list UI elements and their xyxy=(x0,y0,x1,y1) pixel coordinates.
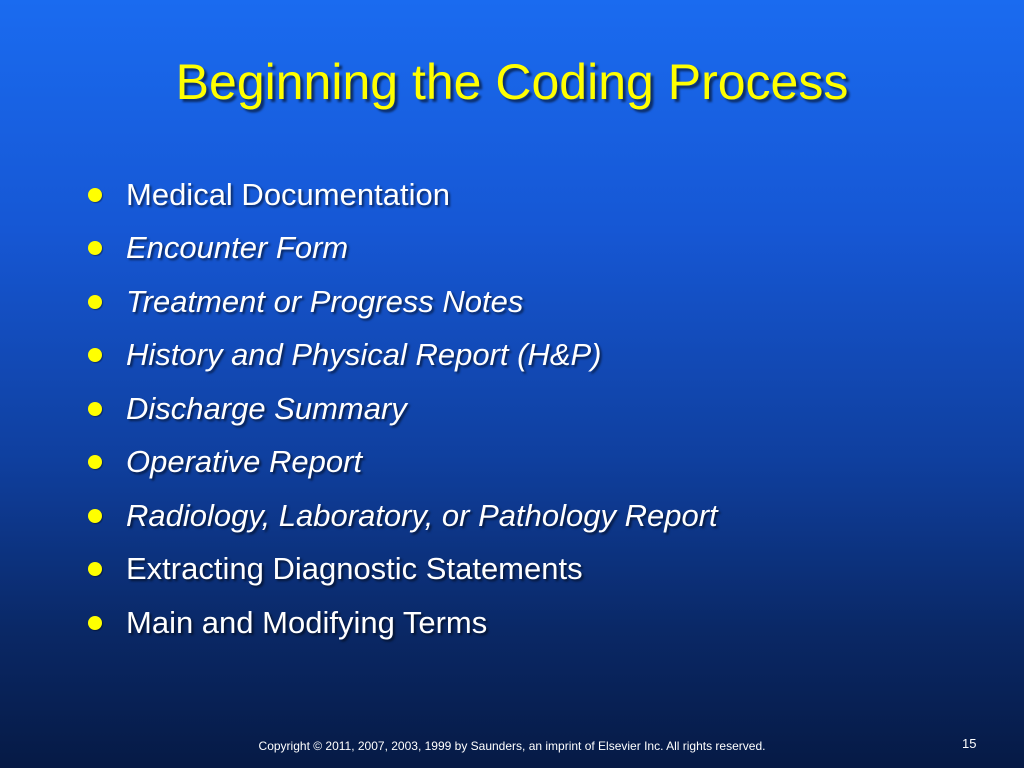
bullet-item xyxy=(88,436,988,490)
bullet-dot-icon xyxy=(88,509,102,523)
bullet-text: Treatment or Progress Notes xyxy=(126,283,524,319)
bullet-text: Medical Documentation xyxy=(126,176,450,212)
bullet-item xyxy=(88,329,988,383)
bullet-item xyxy=(88,222,988,276)
bullet-dot-icon xyxy=(88,616,102,630)
bullet-item xyxy=(88,275,988,329)
bullet-dot-icon xyxy=(88,188,102,202)
bullet-item xyxy=(88,543,988,597)
bullet-text: Extracting Diagnostic Statements xyxy=(126,551,583,587)
bullet-list xyxy=(88,168,988,650)
bullet-text: Discharge Summary xyxy=(126,390,407,426)
bullet-dot-icon xyxy=(88,241,102,255)
bullet-dot-icon xyxy=(88,348,102,362)
bullet-text: Encounter Form xyxy=(126,230,349,266)
bullet-item xyxy=(88,489,988,543)
copyright-footer: Copyright © 2011, 2007, 2003, 1999 by Saunders, an imprint of Elsevier Inc. All rights reserved. xyxy=(258,739,766,753)
bullet-text: History and Physical Report (H&P) xyxy=(126,337,602,373)
bullet-item xyxy=(88,382,988,436)
bullet-dot-icon xyxy=(88,455,102,469)
bullet-text: Operative Report xyxy=(126,444,363,480)
bullet-dot-icon xyxy=(88,402,102,416)
page-number: 15 xyxy=(962,736,977,751)
bullet-item xyxy=(88,168,988,222)
slide-title: Beginning the Coding Process xyxy=(175,54,849,110)
bullet-dot-icon xyxy=(88,562,102,576)
bullet-dot-icon xyxy=(88,295,102,309)
bullet-text: Main and Modifying Terms xyxy=(126,604,488,640)
bullet-item xyxy=(88,596,988,650)
bullet-text: Radiology, Laboratory, or Pathology Report xyxy=(126,497,718,533)
